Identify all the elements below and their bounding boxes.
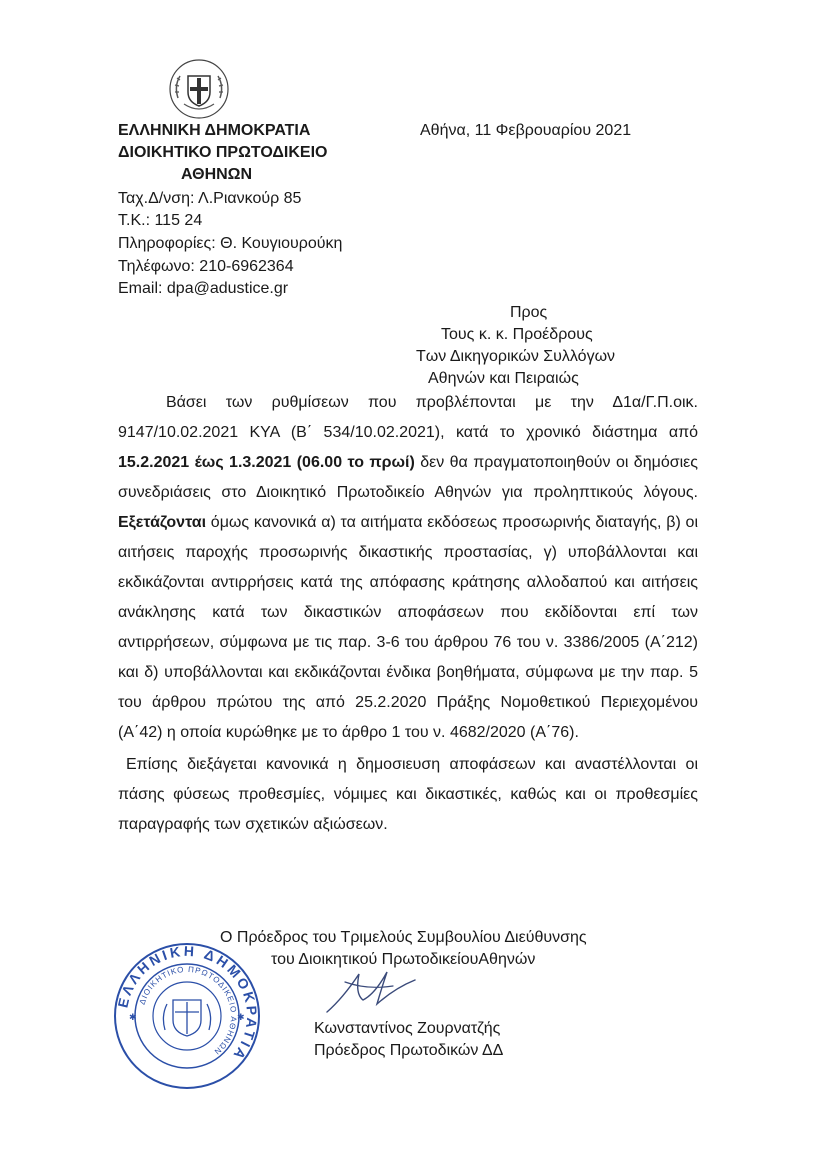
- recipient-line-2: Τους κ. κ. Προέδρους: [441, 326, 593, 343]
- svg-text:✱: ✱: [129, 1012, 137, 1022]
- svg-text:ΔΙΟΙΚΗΤΙΚΟ ΠΡΩΤΟΔΙΚΕΙΟ ΑΘΗΝΩΝ: ΔΙΟΙΚΗΤΙΚΟ ΠΡΩΤΟΔΙΚΕΙΟ ΑΘΗΝΩΝ: [137, 964, 239, 1057]
- official-stamp: [113, 942, 261, 1090]
- recipient-line-1: Προς: [510, 304, 548, 321]
- contact-address: Ταχ.Δ/νση: Λ.Ριανκούρ 85: [118, 190, 302, 207]
- header-line-3: ΑΘΗΝΩΝ: [181, 166, 253, 183]
- svg-text:✱: ✱: [237, 1012, 245, 1022]
- body-paragraph-1: [118, 388, 698, 748]
- signature-line-1: Ο Πρόεδρος του Τριμελούς Συμβουλίου Διεύθυνσης: [220, 929, 587, 946]
- body-bold-dates: 15.2.2021 έως 1.3.2021 (06.00 το πρωί): [118, 454, 415, 471]
- recipient-line-4: Αθηνών και Πειραιώς: [428, 370, 579, 387]
- signatory-name: Κωνσταντίνος Ζουρνατζής: [314, 1020, 501, 1037]
- document-date: Αθήνα, 11 Φεβρουαρίου 2021: [420, 122, 632, 139]
- contact-phone: Τηλέφωνο: 210-6962364: [118, 258, 294, 275]
- header-line-1: ΕΛΛΗΝΙΚΗ ΔΗΜΟΚΡΑΤΙΑ: [118, 122, 311, 139]
- recipient-line-3: Των Δικηγορικών Συλλόγων: [416, 348, 616, 365]
- letter-body: [118, 388, 698, 840]
- greek-emblem-icon: [168, 58, 230, 120]
- body-text: όμως κανονικά α) τα αιτήματα εκδόσεως προσωρινής διαταγής, β) οι αιτήσεις παροχής προσωρινής δικαστικής προστασίας, γ) υποβάλλονται και εκδικάζονται αντιρρήσεις κατά της απόφασης κράτησης αλλοδαπού και αιτήσεις ανάκλησης κατά των δικαστικών αποφάσεων που εκδίδονται επί των αντιρρήσεων, σύμφωνα με τις παρ. 3-6 του άρθρου 76 του ν. 3386/2005 (Α΄212) και δ) υποβάλλονται και εκδικάζονται ένδικα βοηθήματα, σύμφωνα με την παρ. 5 του άρθρου πρώτου της από 25.2.2020 Πράξης Νομοθετικού Περιεχομένου (Α΄42) η οποία κυρώθηκε με το άρθρο 1 του ν. 4682/2020 (Α΄76).: [118, 514, 698, 741]
- contact-info: Πληροφορίες: Θ. Κουγιουρούκη: [118, 235, 343, 252]
- contact-postcode: Τ.Κ.: 115 24: [118, 212, 203, 229]
- body-paragraph-2: Επίσης διεξάγεται κανονικά η δημοσιευση αποφάσεων και αναστέλλονται οι πάσης φύσεως προθεσμίες, νόμιμες και δικαστικές, καθώς και οι προθεσμίες παραγραφής των σχετικών αξιώσεων.: [118, 756, 698, 833]
- body-bold-keyword: Εξετάζονται: [118, 514, 207, 531]
- signature-line-2: του Διοικητικού ΠρωτοδικείουΑθηνών: [271, 951, 536, 968]
- body-text: δεν θα πραγματοποιηθούν οι δημόσιες συνεδριάσεις στο Διοικητικό Πρωτοδικείο Αθηνών για προληπτικούς λόγους.: [118, 454, 698, 501]
- body-text: Βάσει των ρυθμίσεων που προβλέπονται με την Δ1α/Γ.Π.οικ. 9147/10.02.2021 ΚΥΑ (Β΄ 534/10.02.2021), κατά το χρονικό διάστημα από: [118, 394, 698, 441]
- handwritten-signature: [315, 960, 425, 1020]
- svg-text:ΕΛΛΗΝΙΚΗ ΔΗΜΟΚΡΑΤΙΑ: ΕΛΛΗΝΙΚΗ ΔΗΜΟΚΡΑΤΙΑ: [114, 942, 261, 1065]
- signatory-title: Πρόεδρος Πρωτοδικών ΔΔ: [314, 1042, 504, 1059]
- header-line-2: ΔΙΟΙΚΗΤΙΚΟ ΠΡΩΤΟΔΙΚΕΙΟ: [118, 144, 328, 161]
- contact-email: Email: dpa@adustice.gr: [118, 280, 289, 297]
